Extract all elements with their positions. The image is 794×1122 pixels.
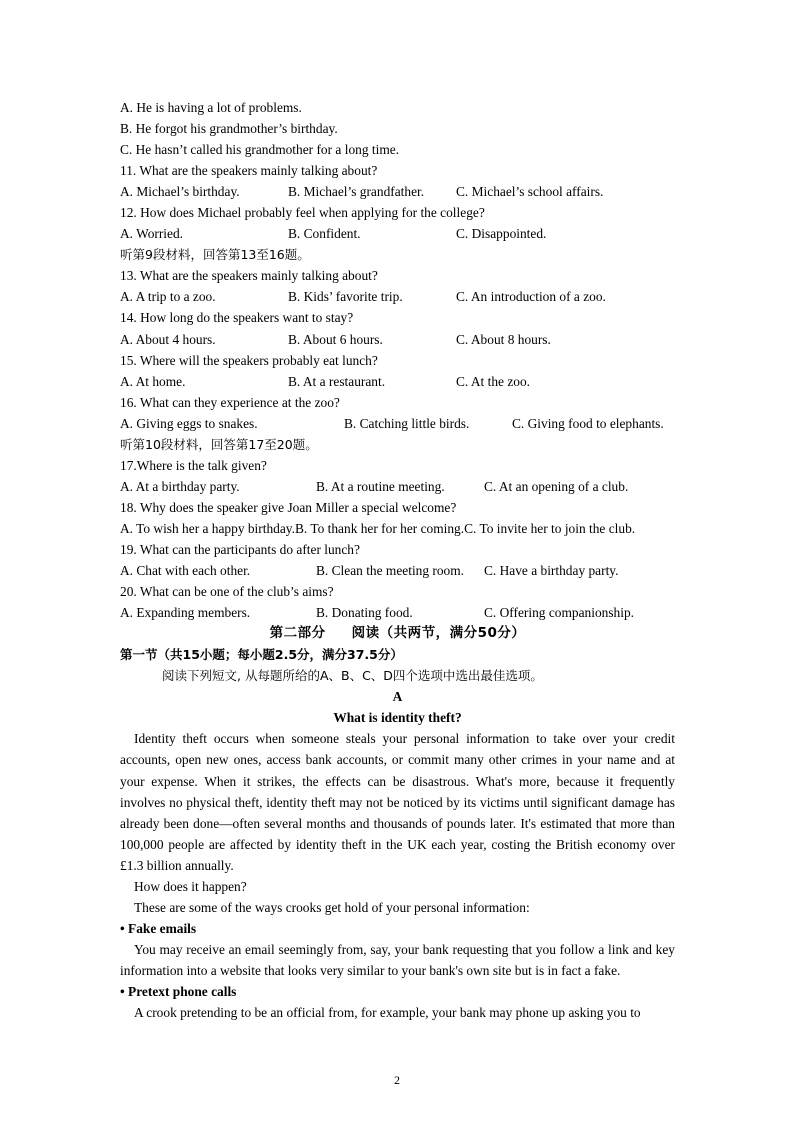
question-11: 11. What are the speakers mainly talking about? [120, 163, 378, 179]
option-a: A. A trip to a zoo. [120, 289, 216, 305]
question-14: 14. How long do the speakers want to stay? [120, 310, 354, 326]
passage-paragraph: A crook pretending to be an official from, for example, your bank may phone up asking you to [134, 1005, 641, 1021]
option-a: A. About 4 hours. [120, 331, 216, 347]
option-a: A. Giving eggs to snakes. [120, 415, 258, 431]
question-17-options [120, 476, 675, 497]
option-b: B. Donating food. [316, 605, 413, 621]
option-b: B. He forgot his grandmother’s birthday. [120, 121, 338, 137]
question-13-options [120, 286, 675, 307]
page-number: 2 [394, 1073, 400, 1087]
question-18: 18. Why does the speaker give Joan Miller a special welcome? [120, 499, 457, 515]
bullet-pretext-calls: • Pretext phone calls [120, 983, 237, 999]
part-two-heading [120, 623, 675, 644]
passage-subheading: How does it happen? [134, 878, 247, 894]
question-14-options [120, 329, 675, 350]
question-15-options [120, 371, 675, 392]
option-c: C. At the zoo. [456, 373, 531, 389]
listening-note-10: 听第10段材料，回答第17至20题。 [120, 436, 318, 452]
question-18-options: A. To wish her a happy birthday.B. To thank her for her coming.C. To invite her to join the club. [120, 520, 636, 536]
option-a: A. Michael’s birthday. [120, 184, 240, 200]
passage-paragraph: Identity theft occurs when someone steals your personal information to take over your credit accounts, open new ones, access bank accounts, or commit many other crimes in your name and at your expense. When it strikes, the effects can be disastrous. What's more, because it frequently involves no physical theft, identity theft may not be noticed by its victims until significant damage has already been done—often several months and thousands of pounds later. It's estimated that more than 100,000 people are affected by identity theft in the UK each year, costing the British economy over £1.3 billion annually. [120, 731, 675, 873]
option-a: A. Expanding members. [120, 605, 251, 621]
section-one-heading: 第一节（共15小题；每小题2.5分，满分37.5分） [120, 647, 403, 663]
question-12: 12. How does Michael probably feel when applying for the college? [120, 205, 485, 221]
option-c: C. Giving food to elephants. [512, 415, 664, 431]
reading-instruction: 阅读下列短文, 从每题所给的A、B、C、D四个选项中选出最佳选项。 [162, 668, 543, 684]
option-c: C. Disappointed. [456, 226, 547, 242]
option-a: A. Chat with each other. [120, 563, 251, 579]
passage-letter: A [392, 689, 403, 705]
option-a: A. At home. [120, 373, 186, 389]
option-b: B. Clean the meeting room. [316, 563, 465, 579]
option-c: C. He hasn’t called his grandmother for a long time. [120, 142, 400, 158]
listening-note-9: 听第9段材料，回答第13至16题。 [120, 247, 310, 263]
option-b: B. About 6 hours. [288, 331, 383, 347]
option-c: C. Offering companionship. [484, 605, 635, 621]
passage-title: What is identity theft? [333, 710, 462, 726]
option-b: B. At a restaurant. [288, 373, 386, 389]
option-c: C. At an opening of a club. [484, 478, 629, 494]
exam-page [120, 97, 675, 1023]
part-two-label: 第二部分 [269, 625, 326, 642]
question-11-options [120, 181, 675, 202]
option-a: A. He is having a lot of problems. [120, 100, 302, 115]
option-c: C. About 8 hours. [456, 331, 551, 347]
question-19-options [120, 560, 675, 581]
option-c: C. Michael’s school affairs. [456, 184, 604, 200]
part-two-title: 阅读（共两节，满分50分） [351, 625, 526, 642]
question-19: 19. What can the participants do after lunch? [120, 541, 360, 557]
option-a: A. At a birthday party. [120, 478, 240, 494]
option-a: A. Worried. [120, 226, 184, 242]
option-c: C. An introduction of a zoo. [456, 289, 606, 305]
question-16-options [120, 413, 675, 434]
question-17: 17.Where is the talk given? [120, 457, 267, 473]
question-12-options [120, 223, 675, 244]
option-b: B. Catching little birds. [344, 415, 470, 431]
bullet-fake-emails: • Fake emails [120, 920, 197, 936]
option-b: B. At a routine meeting. [316, 478, 445, 494]
question-15: 15. Where will the speakers probably eat lunch? [120, 352, 378, 368]
question-20: 20. What can be one of the club’s aims? [120, 584, 334, 600]
option-b: B. Kids’ favorite trip. [288, 289, 403, 305]
question-16: 16. What can they experience at the zoo? [120, 394, 340, 410]
option-c: C. Have a birthday party. [484, 563, 619, 579]
question-13: 13. What are the speakers mainly talking about? [120, 268, 378, 284]
passage-sentence: These are some of the ways crooks get hold of your personal information: [134, 899, 530, 915]
passage-paragraph: You may receive an email seemingly from, say, your bank requesting that you follow a link and key information into a website that looks very similar to your bank's own site but is in fact a fake. [120, 941, 675, 978]
question-20-options [120, 602, 675, 623]
option-b: B. Confident. [288, 226, 361, 242]
option-b: B. Michael’s grandfather. [288, 184, 425, 200]
